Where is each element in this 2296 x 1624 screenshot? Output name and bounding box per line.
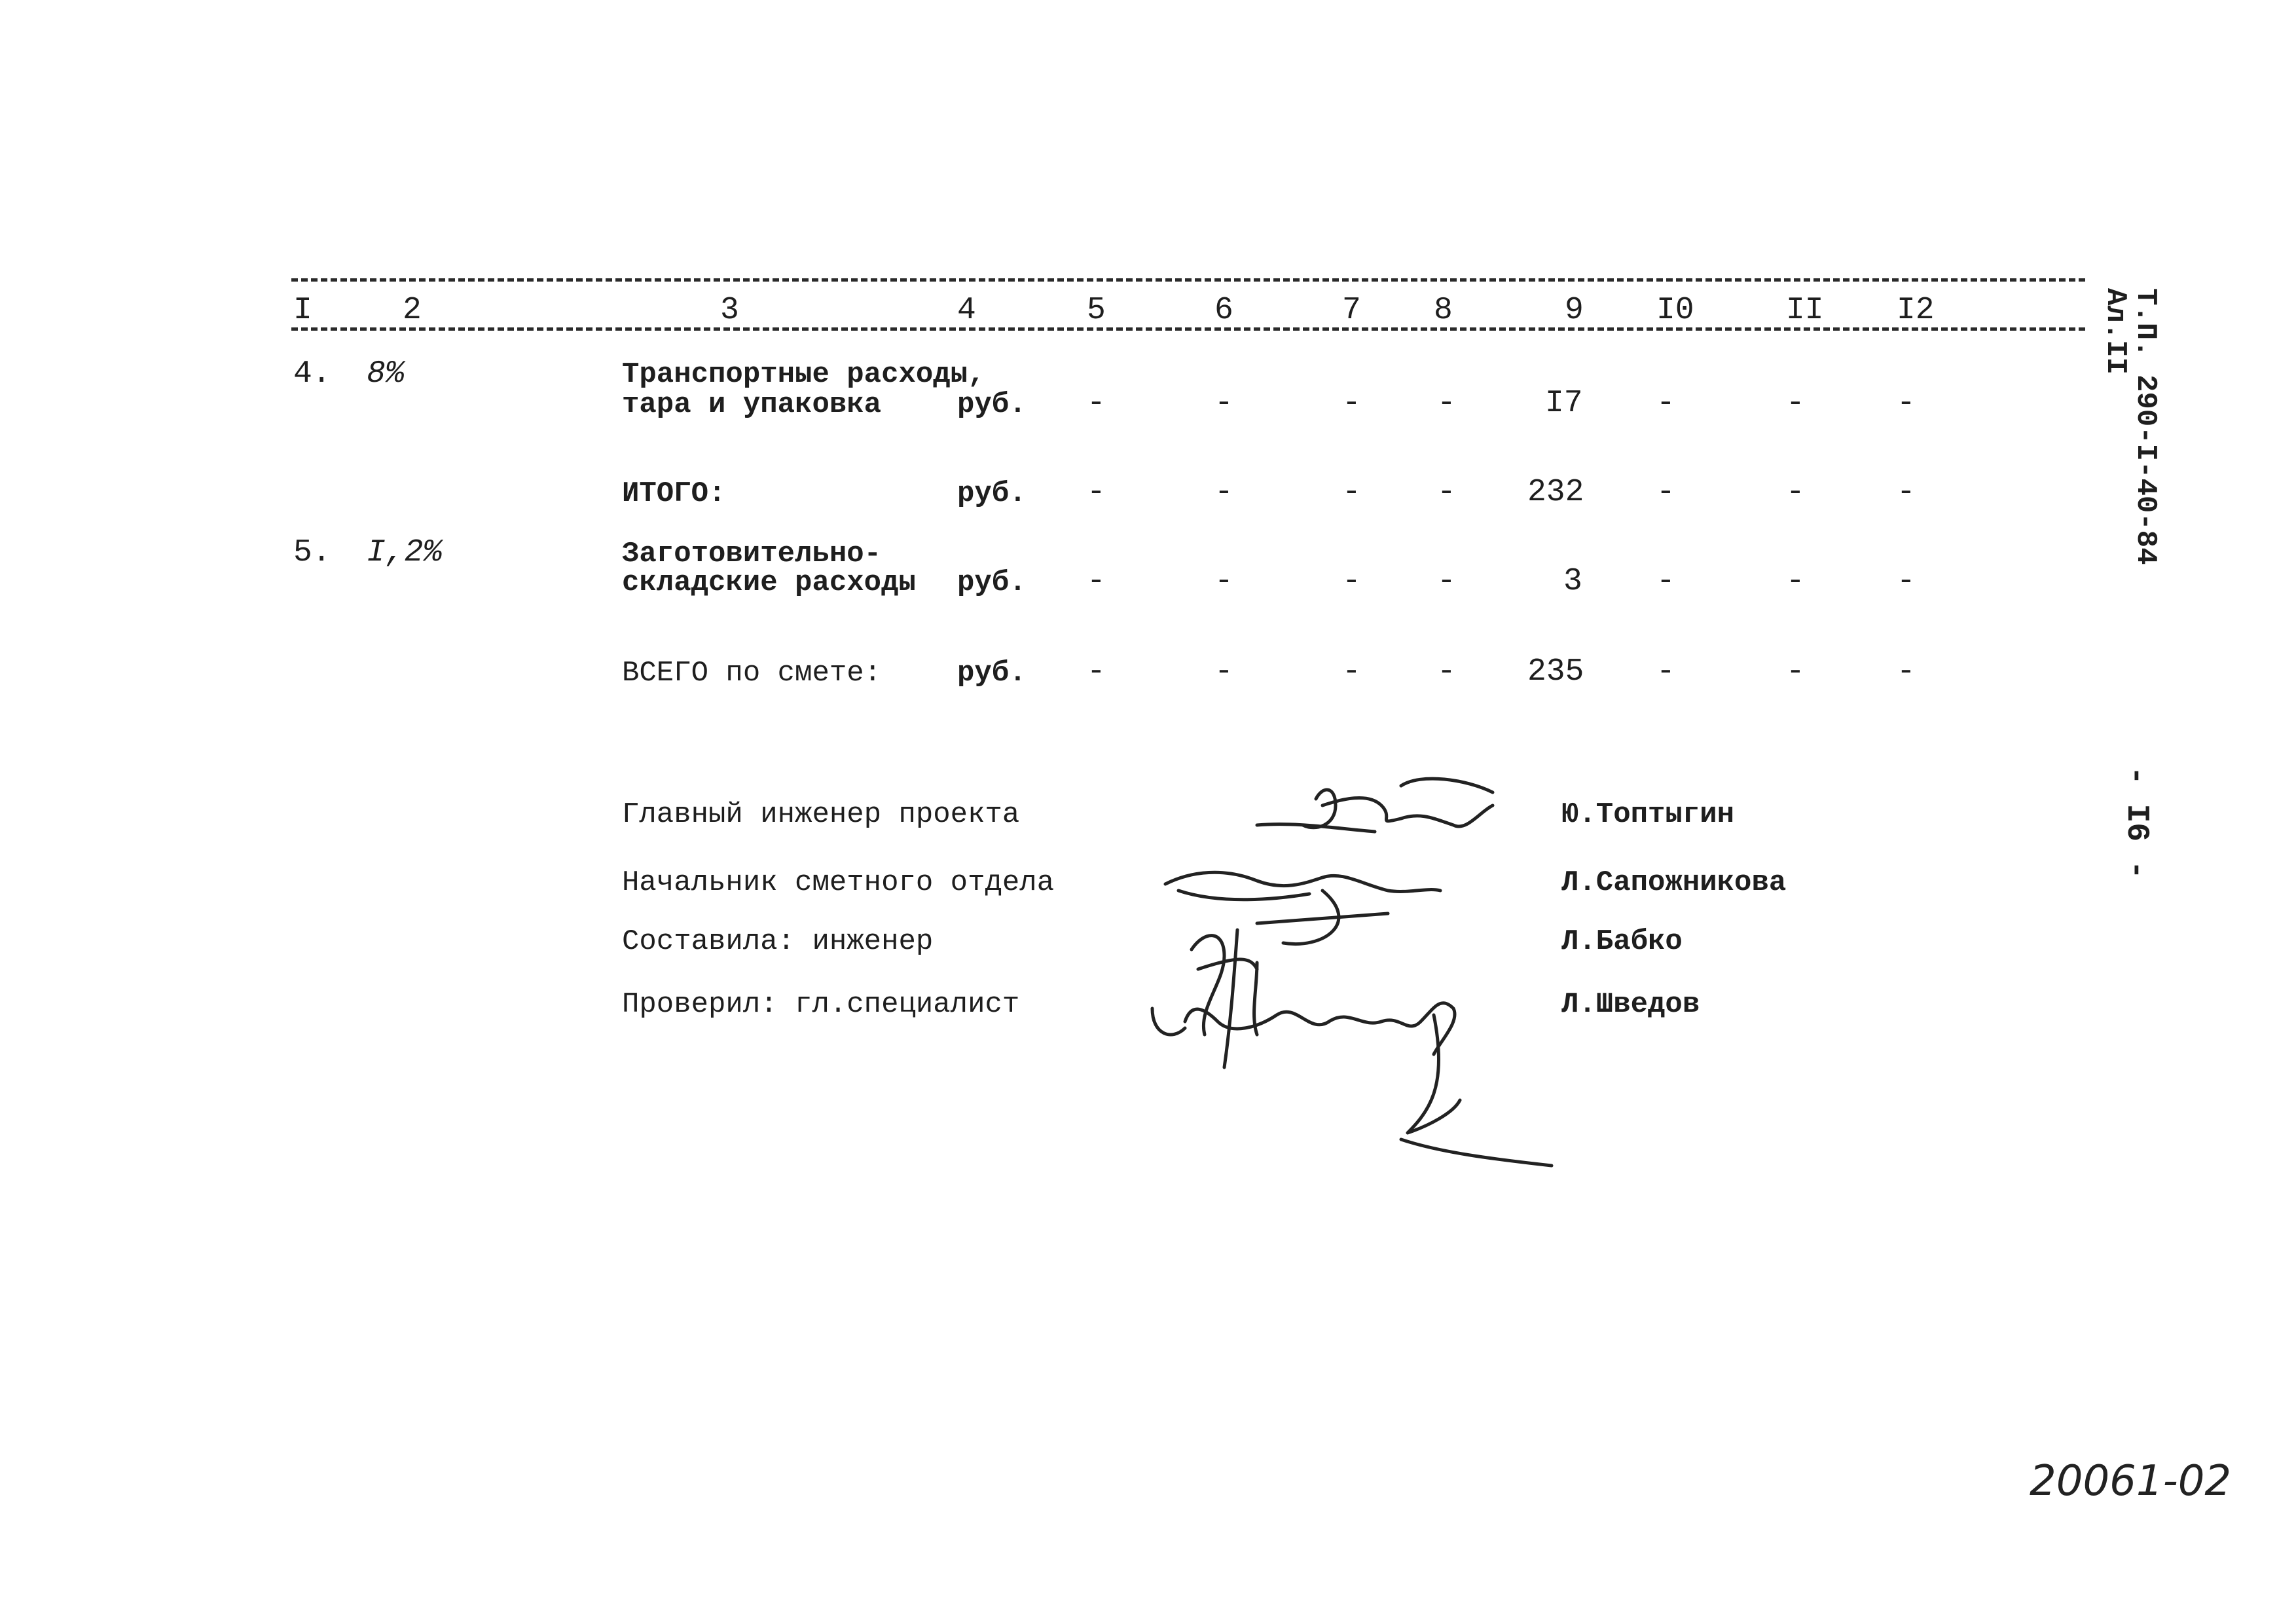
cell-col9: 235 <box>1527 654 1584 690</box>
row-description-2: тара и упаковка <box>622 388 882 421</box>
row-percent: I,2% <box>367 535 443 570</box>
cell-col6: - <box>1214 386 1233 421</box>
row-description: ВСЕГО по смете: <box>622 657 882 690</box>
archive-number: 20061-02 <box>2030 1457 2232 1505</box>
cell-col7: - <box>1342 386 1361 421</box>
col-header-3: 3 <box>720 293 739 328</box>
cell-col11: - <box>1786 475 1805 510</box>
col-header-6: 6 <box>1214 293 1233 328</box>
cell-col11: - <box>1786 386 1805 421</box>
signatory-role: Начальник сметного отдела <box>622 866 1055 899</box>
cell-col5: - <box>1087 564 1106 599</box>
cell-col10: - <box>1656 386 1675 421</box>
cell-col12: - <box>1897 654 1916 690</box>
signatory-role: Составила: инженер <box>622 925 934 958</box>
signatory-name: Л.Шведов <box>1561 988 1700 1021</box>
signatory-role: Главный инженер проекта <box>622 798 1020 831</box>
col-header-1: I <box>293 293 312 328</box>
cell-col9: 3 <box>1563 564 1582 599</box>
col-header-9: 9 <box>1565 293 1584 328</box>
cell-col6: - <box>1214 475 1233 510</box>
signatory-name: Л.Бабко <box>1561 925 1683 958</box>
col-header-10: I0 <box>1656 293 1694 328</box>
row-number: 5. <box>293 535 331 570</box>
cell-col5: - <box>1087 475 1106 510</box>
cell-col8: - <box>1437 386 1456 421</box>
header-top-rule <box>291 278 2085 282</box>
cell-col7: - <box>1342 475 1361 510</box>
col-header-5: 5 <box>1087 293 1106 328</box>
col-header-12: I2 <box>1897 293 1935 328</box>
row-unit: руб. <box>957 477 1027 510</box>
page-number: - I6 - <box>2119 766 2154 879</box>
cell-col11: - <box>1786 564 1805 599</box>
row-number: 4. <box>293 356 331 392</box>
row-unit: руб. <box>957 388 1027 421</box>
row-unit: руб. <box>957 657 1027 690</box>
cell-col10: - <box>1656 475 1675 510</box>
cell-col9: I7 <box>1545 386 1583 421</box>
cell-col8: - <box>1437 475 1456 510</box>
side-code-line1: Т.П. 290-I-40-84 <box>2129 288 2162 565</box>
col-header-4: 4 <box>957 293 976 328</box>
cell-col12: - <box>1897 564 1916 599</box>
signatory-name: Л.Сапожникова <box>1561 866 1787 899</box>
cell-col8: - <box>1437 654 1456 690</box>
cell-col12: - <box>1897 386 1916 421</box>
cell-col7: - <box>1342 654 1361 690</box>
cell-col6: - <box>1214 654 1233 690</box>
signatures-drawing <box>1126 760 1584 1179</box>
col-header-11: II <box>1786 293 1824 328</box>
row-description-2: складские расходы <box>622 566 916 599</box>
cell-col5: - <box>1087 654 1106 690</box>
cell-col10: - <box>1656 654 1675 690</box>
side-document-code <box>2100 288 2160 564</box>
signatory-name: Ю.Топтыгин <box>1561 798 1735 831</box>
cell-col9: 232 <box>1527 475 1584 510</box>
row-description: Транспортные расходы, <box>622 358 985 391</box>
row-description: Заготовительно- <box>622 538 882 570</box>
cell-col10: - <box>1656 564 1675 599</box>
cell-col8: - <box>1437 564 1456 599</box>
signatory-role: Проверил: гл.специалист <box>622 988 1020 1021</box>
col-header-2: 2 <box>403 293 422 328</box>
cell-col12: - <box>1897 475 1916 510</box>
row-percent: 8% <box>367 356 405 392</box>
side-code-line2: Ал.II <box>2099 288 2132 375</box>
cell-col6: - <box>1214 564 1233 599</box>
col-header-7: 7 <box>1342 293 1361 328</box>
row-description: ИТОГО: <box>622 477 726 510</box>
row-unit: руб. <box>957 566 1027 599</box>
cell-col7: - <box>1342 564 1361 599</box>
cell-col11: - <box>1786 654 1805 690</box>
cell-col5: - <box>1087 386 1106 421</box>
col-header-8: 8 <box>1434 293 1453 328</box>
